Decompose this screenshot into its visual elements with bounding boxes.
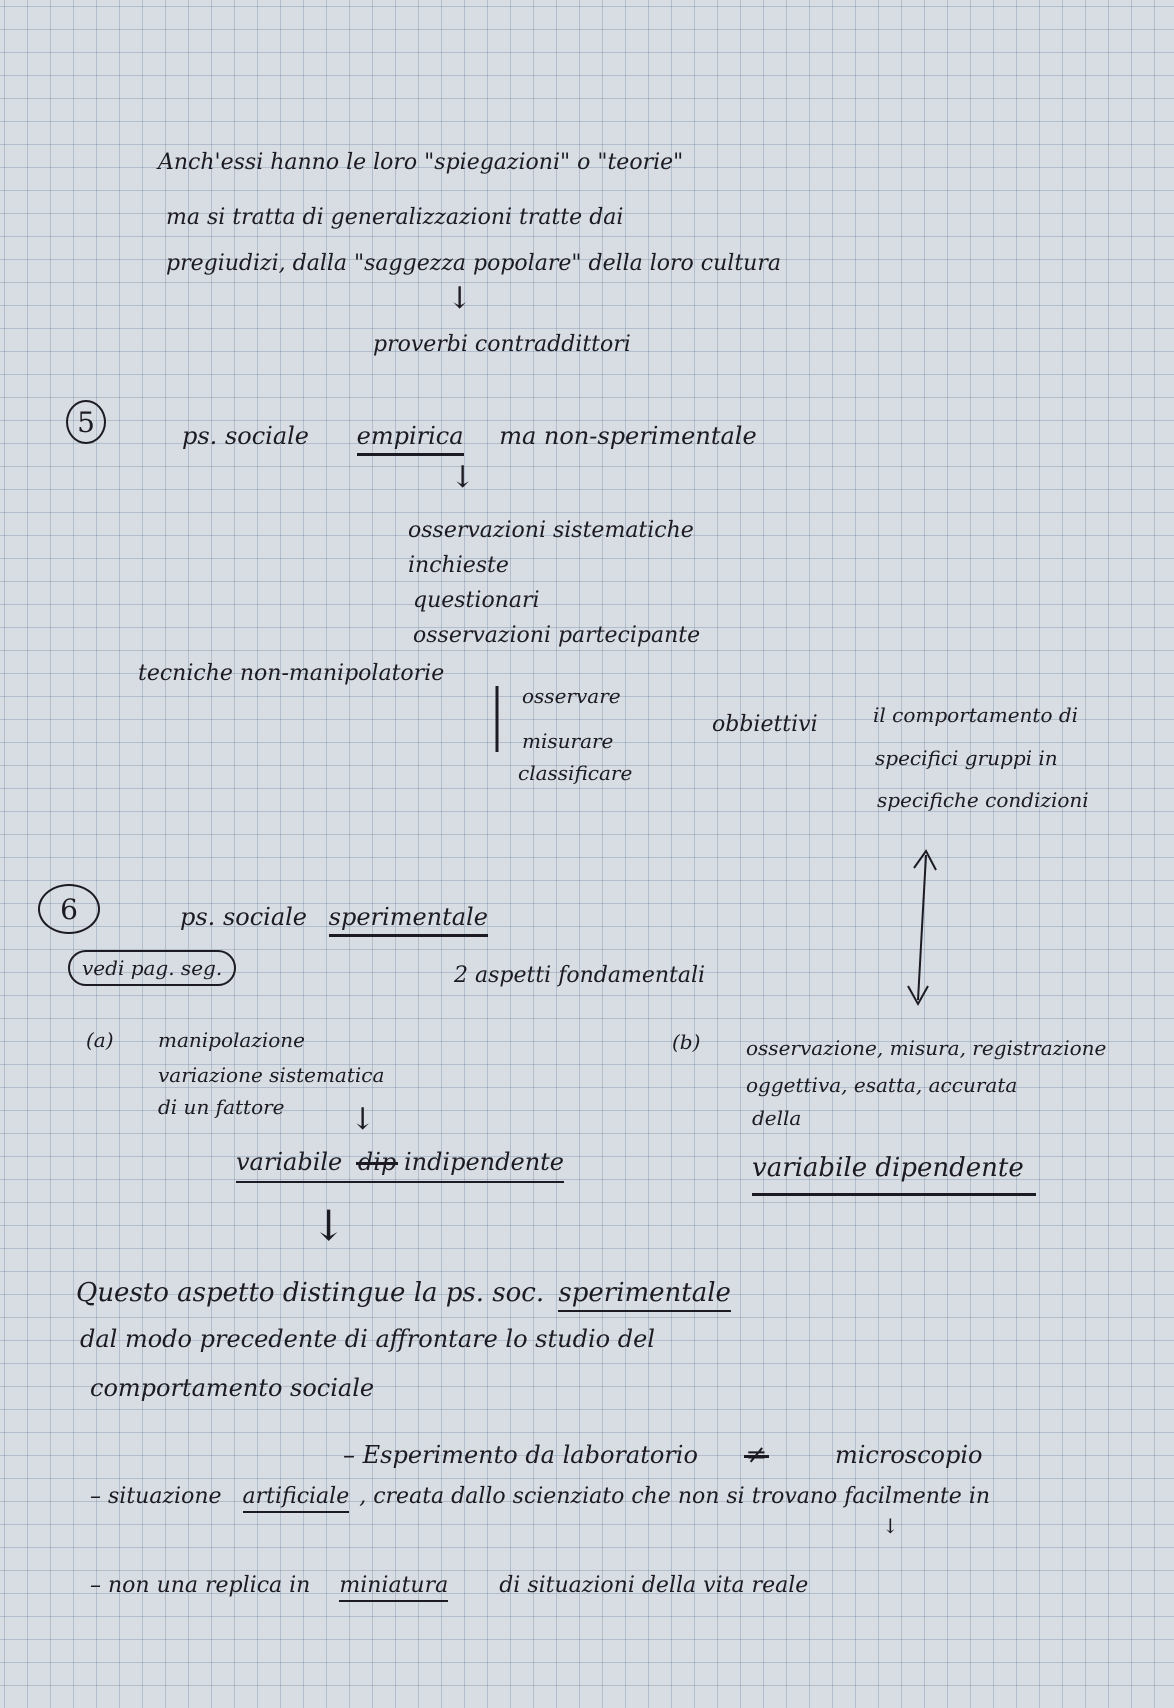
lab-lead: – Esperimento da laboratorio	[343, 1441, 698, 1469]
var-ind-lead: variabile	[236, 1148, 343, 1176]
lab-line	[343, 1442, 982, 1468]
variabile-indipendente	[236, 1150, 564, 1174]
lab-struck: ≠	[745, 1440, 768, 1470]
aspect-b-line-3: della	[752, 1106, 802, 1130]
conclusion-line-1	[76, 1280, 731, 1306]
action-1: osservare	[522, 684, 621, 708]
section-5-title-tail: ma non-sperimentale	[499, 422, 757, 450]
var-dip: variabile dipendente	[752, 1153, 1036, 1196]
var-ind-struck: dip	[357, 1148, 397, 1176]
aspect-a-label: (a)	[86, 1028, 114, 1052]
section-5-title-key: empirica	[357, 422, 464, 456]
action-3: classificare	[518, 761, 633, 785]
method-3: questionari	[413, 588, 540, 613]
conclusion-line-1-key: sperimentale	[558, 1278, 731, 1312]
b1-key: artificiale	[243, 1484, 350, 1513]
down-arrow-icon: ↓	[450, 460, 476, 495]
conclusion-line-3: comportamento sociale	[90, 1374, 375, 1402]
target-3: specifiche condizioni	[877, 788, 1089, 812]
obiettivi-label: obbiettivi	[712, 712, 818, 737]
section-5-title	[182, 424, 757, 448]
var-ind-tail: indipendente	[403, 1148, 565, 1176]
section-6-title-key: sperimentale	[329, 903, 488, 937]
bullet-line-1	[90, 1486, 990, 1508]
section-5-badge	[66, 400, 106, 444]
section-5-number: 5	[77, 405, 95, 439]
method-2: inchieste	[408, 553, 509, 578]
aspect-b-line-1: osservazione, misura, registrazione	[746, 1036, 1107, 1060]
b1-lead: – situazione	[90, 1484, 222, 1509]
tecniche-label: tecniche non-manipolatorie	[138, 661, 445, 686]
section-6-badge	[38, 884, 100, 934]
section-6-title-lead: ps. sociale	[180, 903, 308, 931]
double-arrow-shaft	[918, 855, 926, 1000]
b1-tail: , creata dallo scienziato che non si trovano facilmente in	[359, 1484, 991, 1509]
double-arrow-head-bottom	[908, 986, 928, 1004]
target-2: specifici gruppi in	[875, 746, 1058, 770]
small-down-arrow-icon: ↓	[882, 1514, 899, 1538]
lab-tail: microscopio	[834, 1441, 983, 1469]
aspect-b-line-2: oggettiva, esatta, accurata	[746, 1073, 1018, 1097]
section-6-number: 6	[60, 892, 78, 926]
bullet-line-2	[90, 1575, 808, 1597]
aspect-a-line-2: variazione sistematica	[158, 1063, 385, 1087]
aspect-a-line-3: di un fattore	[158, 1095, 285, 1119]
top-line-1: Anch'essi hanno le loro "spiegazioni" o "teorie"	[158, 150, 684, 175]
top-line-3: pregiudizi, dalla "saggezza popolare" della loro cultura	[166, 251, 781, 276]
down-arrow-icon: ↓	[311, 1201, 347, 1250]
conclusion-line-2: dal modo precedente di affrontare lo studio del	[80, 1325, 655, 1353]
note-oval: vedi pag. seg.	[68, 950, 236, 986]
b2-key: miniatura	[339, 1573, 448, 1602]
variabile-dipendente	[752, 1155, 1036, 1181]
b2-tail: di situazioni della vita reale	[499, 1573, 809, 1598]
method-1: osservazioni sistematiche	[408, 518, 694, 543]
section-5-title-lead: ps. sociale	[182, 422, 310, 450]
target-1: il comportamento di	[873, 703, 1079, 727]
conclusion-line-1-lead: Questo aspetto distingue la ps. soc.	[76, 1278, 545, 1308]
down-arrow-icon: ↓	[350, 1102, 376, 1137]
action-2: misurare	[522, 729, 614, 753]
section-6-title	[180, 905, 488, 929]
aspect-b-label: (b)	[672, 1030, 701, 1054]
method-4: osservazioni partecipante	[413, 623, 701, 648]
b2-lead: – non una replica in	[90, 1573, 311, 1598]
top-result: proverbi contraddittori	[373, 332, 631, 357]
aspect-a-line-1: manipolazione	[158, 1028, 306, 1052]
top-line-2: ma si tratta di generalizzazioni tratte dai	[166, 205, 624, 230]
down-arrow-icon: ↓	[447, 281, 473, 316]
aspects-label: 2 aspetti fondamentali	[454, 963, 706, 988]
double-arrow-head-top	[914, 851, 936, 870]
